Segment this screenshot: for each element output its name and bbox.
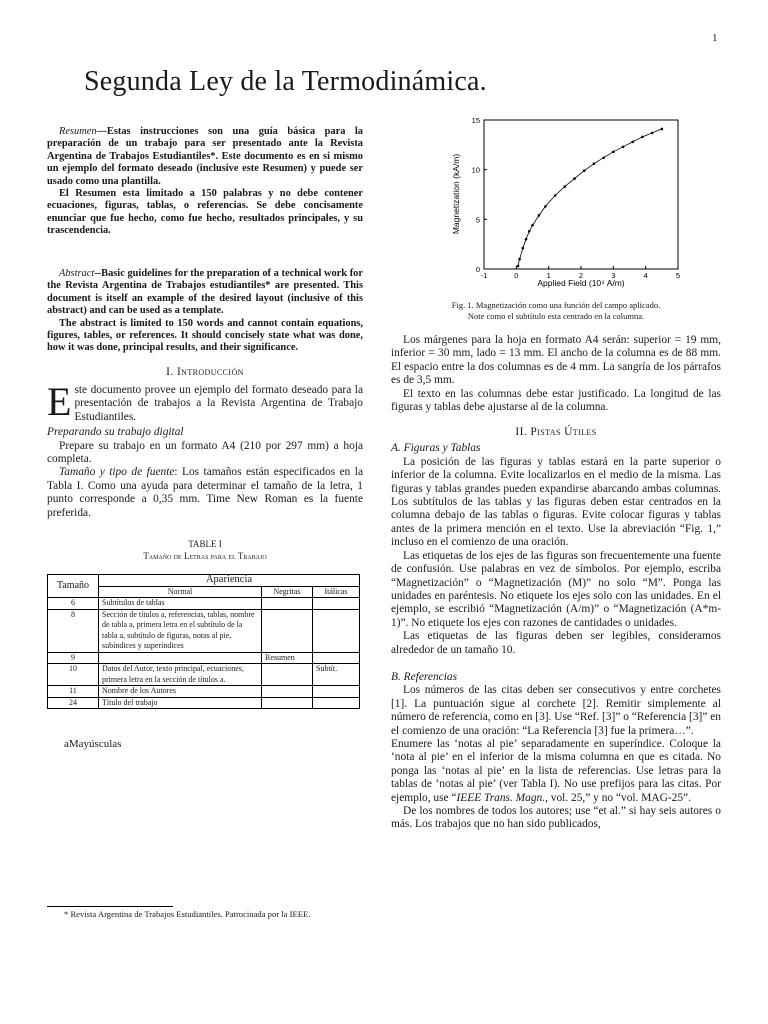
table-1-caption [47,538,363,562]
figure-caption-line-2: Note como el subtítulo esta centrado en la columna. [467,311,645,321]
data-point [531,224,534,227]
x-tick-label: 1 [546,271,551,280]
normal-cell: Nombre de los Autores [99,686,262,698]
figures-paragraph-2: Las etiquetas de los ejes de las figuras son frecuentemente una fuente de confusión. Use palabras en vez de símbolos. Por ejemplo, escriba “Magnetización” o “Magnetización (M)” no solo “M”. Ponga las unidades en paréntesis. No etiquete los ejes solo con las unidades. En el ejemplo, se escribió “Magnetización (A/m)” o “Magnetización (A*m-1)”. No etiquete los ejes con razones de cantidades o unidades. [391,549,721,629]
right-column [391,334,721,832]
y-tick-label: 5 [475,215,480,225]
header-bold: Negritas [262,586,313,598]
table-row [48,664,360,686]
resumen-paragraph [47,126,363,188]
data-point [538,214,541,217]
data-point [612,150,615,153]
header-size: Tamaño [48,575,99,598]
intro-paragraph: ste documento provee un ejemplo del formato deseado para la presentación de trabajos a la Revista Argentina de Trabajo Estudiantiles. [74,384,363,423]
resumen-block [47,126,363,238]
size-cell: 8 [48,609,99,652]
data-point [525,238,528,241]
x-tick-label: 3 [611,271,616,280]
abstract-text-2: The abstract is limited to 150 words and cannot contain equations, figures, tables, or references. It should concisely state what was done, how it was done, principal results, and their significance. [47,317,363,354]
bold-cell [262,609,313,652]
references-paragraph-2 [391,738,721,805]
y-tick-label: 10 [471,165,480,175]
x-tick-label: -1 [480,271,488,280]
normal-cell: Subtítulos de tablas [99,598,262,610]
table-row [48,686,360,698]
resumen-text-2: El Resumen esta limitado a 150 palabras y no debe contener ecuaciones, figuras, tablas, o referencias. Se debe concisamente enunciar que fue hecho, como fue hecho, resultados principales, y su trascendencia. [47,188,363,237]
bold-cell [262,686,313,698]
italic-cell: Subtít. [313,664,360,686]
data-point [528,230,531,233]
series-line [518,129,662,266]
size-cell: 6 [48,598,99,610]
data-point [518,258,521,261]
y-tick-label: 0 [475,265,480,274]
normal-cell [99,652,262,664]
x-tick-label: 4 [643,271,648,280]
subsection-title: Preparando su trabajo digital [47,426,184,439]
intro-paragraph-2: Prepare su trabajo en un formato A4 (210 por 297 mm) a hoja completa. [47,439,363,466]
references-text-b: , vol. 25,” y no “vol. MAG-25”. [545,791,691,804]
table-row [48,609,360,652]
footnote: * Revista Argentina de Trabajos Estudiantiles. Patrocinada por la IEEE. [64,909,311,919]
data-point [564,185,567,188]
justify-paragraph: El texto en las columnas debe estar justificado. La longitud de las figuras y tablas debe ajustarse al de la columna. [391,387,721,414]
bold-cell: Resumen [262,652,313,664]
x-tick-label: 2 [578,271,584,280]
italic-cell [313,598,360,610]
data-point [522,247,525,250]
references-text-a: Enumere las ‘notas al pie’ separadamente en superíndice. Coloque la ‘nota al pie’ en el inferior de la misma columna en que es citada. No ponga las ‘notas al pie’ en la lista de referencias. Use letras para la tablas de ‘notas al pie’ (ver Tabla I). No use prefijos para las citas. Por ejemplo, use “ [391,737,721,804]
table-row [48,697,360,709]
header-italic: Itálicas [313,586,360,598]
data-point [651,132,654,135]
data-point [583,169,586,172]
data-point [641,136,644,139]
data-point [631,141,634,144]
normal-cell: Título del trabajo [99,697,262,709]
font-size-lead: Tamaño y tipo de fuente [59,466,175,479]
subsection-b-title: B. Referencias [391,670,457,683]
bold-cell [262,697,313,709]
data-series [517,128,663,268]
size-cell: 24 [48,697,99,709]
italic-cell [313,652,360,664]
font-size-table [47,574,360,709]
abstract-paragraph [47,268,363,318]
figure-caption-line-1: Fig. 1. Magnetización como una función del campo aplicado. [451,300,661,310]
references-paragraph-3: De los nombres de todos los autores; use “et al.” si hay seis autores o más. Los trabajos que no han sido publicados, [391,805,721,831]
table-footnote: aMayúsculas [64,738,122,750]
x-tick-label: 0 [514,271,519,280]
figure-caption [391,300,721,322]
normal-cell: Datos del Autor, texto principal, ecuaciones, primera letra en la sección de títulos a. [99,664,262,686]
y-axis-label: Magnetization (kA/m) [451,153,461,235]
subsection-a-title: A. Figuras y Tablas [391,442,481,455]
magnetization-chart [450,112,690,292]
resumen-lead: Resumen [59,126,97,137]
figures-paragraph-1: La posición de las figuras y tablas estará en la parte superior o inferior de la columna. Evite localizarlos en el medio de la misma. Las figuras y tablas grandes pueden expandirse abarcando ambas columnas. Los subtítulos de las tablas y las figuras deben estar centrados en la columna debajo de las tablas o figuras. Evite colocar figuras y tablas antes de la primera mención en el texto. Use la abreviación “Fig. 1,” incluso en el comienzo de una oración. [391,455,721,549]
references-paragraph-1: Los números de las citas deben ser consecutivos y entre corchetes [1]. La puntuación sigue al corchete [2]. Remitir simplemente al número de referencia, como en [3]. Use “Ref. [3]” o “Referencia [3]” en el comienzo de una oración: “La Referencia [3] fue la primera…”. [391,684,721,737]
data-point [544,205,547,208]
size-cell: 11 [48,686,99,698]
table-row [48,652,360,664]
size-cell: 10 [48,664,99,686]
data-point [661,128,664,131]
data-point [517,265,520,268]
x-tick-label: 5 [675,271,681,280]
data-point [602,156,605,159]
data-point [622,146,625,149]
bold-cell [262,664,313,686]
references-journal: IEEE Trans. Magn. [456,791,546,804]
section-1-title: I. Introducción [166,366,244,378]
italic-cell [313,609,360,652]
table-caption: Tamaño de Letras para el Trabajo [143,551,267,561]
data-point [573,177,576,180]
table-row [48,598,360,610]
resumen-text-1: —Estas instrucciones son una guía básica para la preparación de un trabajo para ser presentado ante la Revista Argentina de Trabajos Estudiantiles*. Este documento es en si mismo un ejemplo del formato deseado (inclusive este Resumen) y puede ser usado como una plantilla. [47,126,363,187]
y-tick-label: 15 [471,116,480,125]
y-ticks [472,116,487,274]
bold-cell [262,598,313,610]
abstract-block [47,268,363,355]
x-axis-label: Applied Field (10⁴ A/m) [537,278,625,288]
data-point [593,162,596,165]
font-size-text: : Los tamaños están especificados en la Tabla I. Como una ayuda para determinar el tamaño de la letra, 1 punto corresponde a 0,35 mm. Time New Roman es la fuente preferida. [47,466,363,519]
footnote-rule [47,906,173,907]
figures-paragraph-3: Las etiquetas de las figuras deben ser legibles, consideramos alrededor de un tamaño 10. [391,630,721,656]
dropcap: E [47,379,72,424]
plot-frame [484,120,678,269]
data-point [554,194,557,197]
size-cell: 9 [48,652,99,664]
table-label: TABLE I [188,539,222,549]
italic-cell [313,686,360,698]
margins-paragraph: Los márgenes para la hoja en formato A4 serán: superior = 19 mm, inferior = 30 mm, lado = 13 mm. El ancho de la columna es de 88 mm. El espacio entre la dos columnas es de 4 mm. La sangría de los párrafos es de 3,5 mm. [391,334,721,387]
italic-cell [313,697,360,709]
page-number: 1 [712,32,718,44]
section-2-title: II. Pistas Útiles [515,426,597,439]
normal-cell: Sección de títulos a, referencias, tablas, nombre de tabla a, primera letra en el subtítulo de la tabla a, subtítulo de figuras, notas al pie, subíndices y superíndices [99,609,262,652]
abstract-text-1: --Basic guidelines for the preparation of a technical work for the Revista Argentina de Trabajos estudiantiles* are presented. This document is itself an example of the desired layout (inclusive of this abstract) and can be used as a template. [47,268,363,317]
page-title: Segunda Ley de la Termodinámica. [84,66,487,97]
section-introduction [47,366,363,520]
abstract-lead: Abstract [59,268,95,279]
header-normal: Normal [99,586,262,598]
intro-paragraph-3 [47,466,363,520]
header-appearance: Apariencia [99,575,360,587]
